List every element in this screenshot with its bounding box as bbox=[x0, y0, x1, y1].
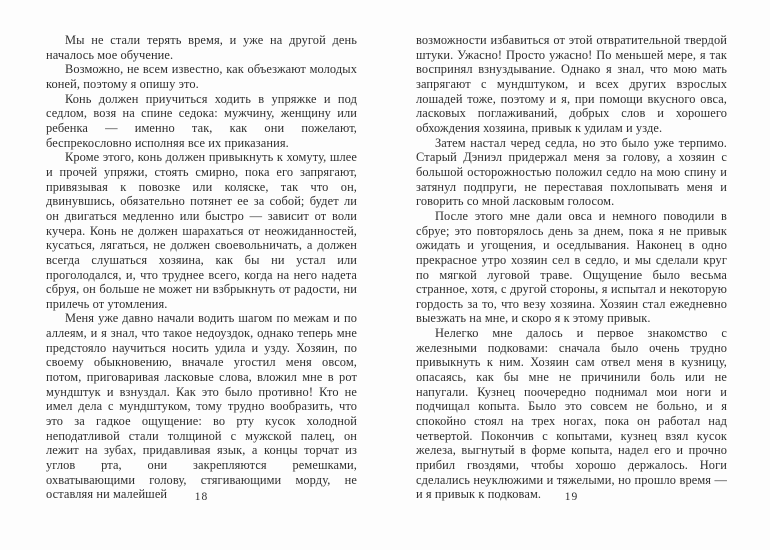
paragraph-continuation: возможности избавиться от этой отвратительной твердой штуки. Ужасно! Просто ужасно! По меньшей мере, я так воспринял взнуздывание. Однако я знал, что мою мать запрягают с мундштуком, и всех других взрослых лошадей тоже, поэтому и я, при помощи вкусного овса, ласковых поглаживаний, добрых слов и хорошего обхождения хозяина, привык к удилам и узде. bbox=[416, 33, 727, 135]
page-number-right: 19 bbox=[564, 491, 579, 503]
paragraph: Затем настал черед седла, но это было уже терпимо. Старый Дэниэл придержал меня за голову, а хозяин с большой осторожностью положил седло на мою спину и затянул подпруги, не переставая похлопывать меня и говорить со мной ласковым голосом. bbox=[416, 135, 727, 209]
page-left-text bbox=[46, 33, 357, 502]
page-right-text bbox=[416, 33, 727, 502]
paragraph: Мы не стали терять время, и уже на другой день началось мое обучение. bbox=[46, 33, 357, 62]
paragraph: Кроме этого, конь должен привыкнуть к хомуту, шлее и прочей упряжи, стоять смирно, пока его запрягают, привязывая к повозке или коляске, так что он, двинувшись, обязательно потянет ее за собой; будет ли он двигаться медленно или быстро — зависит от воли кучера. Конь не должен шарахаться от неожиданностей, кусаться, лягаться, не должен своевольничать, а должен всегда слушаться хозяина, как бы ни устал или проголодался, и, что труднее всего, когда на него надета сбруя, он больше не может ни взбрыкнуть от радости, ни прилечь от утомления. bbox=[46, 150, 357, 311]
page-number-left: 18 bbox=[194, 491, 209, 503]
paragraph: Меня уже давно начали водить шагом по межам и по аллеям, и я знал, что такое недоуздок, однако теперь мне предстояло научиться носить удила и узду. Хозяин, по своему обыкновению, вначале угостил меня овсом, потом, приговаривая ласковые слова, вложил мне в рот мундштук и взнуздал. Как это было противно! Кто не имел дела с мундштуком, тому трудно вообразить, что это за гадкое ощущение: во рту кусок холодной неподатливой стали толщиной с мужской палец, он лежит на зубах, придавливая язык, а концы торчат из углов рта, они закрепляются ремешками, охватывающими голову, стягивающими морду, не оставляя ни малейшей bbox=[46, 311, 357, 502]
paragraph: После этого мне дали овса и немного поводили в сбруе; это повторялось день за днем, пока я не привык ожидать и угощения, и оседлывания. Наконец в одно прекрасное утро хозяин сел в седло, и мы сделали круг по мягкой луговой траве. Ощущение было весьма странное, хотя, с другой стороны, я испытал и некоторую гордость за то, что везу хозяина. Хозяин стал ежедневно выезжать на мне, и скоро я к этому привык. bbox=[416, 208, 727, 326]
paragraph: Нелегко мне далось и первое знакомство с железными подковами: сначала было очень трудно привыкнуть к ним. Хозяин сам отвел меня в кузницу, опасаясь, как бы мне не причинили боль или не напугали. Кузнец поочередно поднимал мои ноги и подчищал копыта. Было это совсем не больно, и я спокойно стоял на трех ногах, пока он работал над четвертой. Покончив с копытами, кузнец взял кусок железа, выгнутый в форме копыта, надел его и прочно прибил гвоздями, чтобы хорошо держалось. Ноги сделались неуклюжими и тяжелыми, но прошло время — и я привык к подковам. bbox=[416, 326, 727, 502]
paragraph: Возможно, не всем известно, как объезжают молодых коней, поэтому я опишу это. bbox=[46, 62, 357, 91]
paragraph: Конь должен приучиться ходить в упряжке и под седлом, возя на спине седока: мужчину, женщину или ребенка — именно так, как они пожелают, беспрекословно исполняя все их приказания. bbox=[46, 91, 357, 150]
